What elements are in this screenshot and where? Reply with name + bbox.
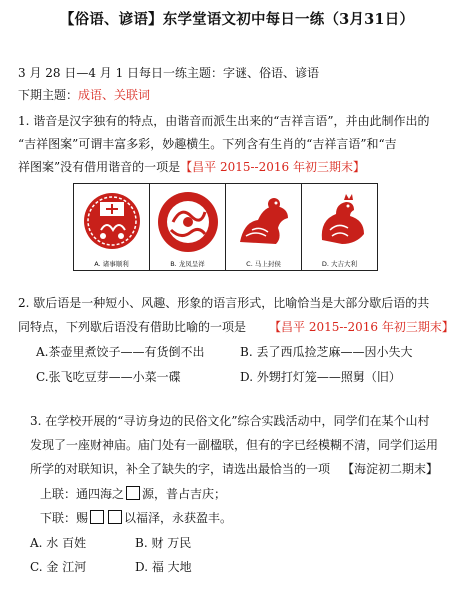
schedule-line: 3 月 28 日—4 月 1 日每日一练主题：字谜、俗语、谚语	[18, 66, 320, 80]
blank-box	[108, 510, 122, 524]
q3-option-a: A. 水 百姓	[30, 536, 87, 550]
horse-monkey-paper-cut-icon	[232, 190, 296, 254]
q3-upper-couplet-start: 上联：通四海之	[40, 487, 125, 501]
q1-image-d	[302, 184, 377, 270]
q1-caption-a: A. 诸事顺利	[94, 260, 129, 268]
q2-option-d: D. 外甥打灯笼——照舅（旧）	[240, 370, 401, 384]
q1-line-3	[18, 159, 365, 175]
blank-box	[126, 486, 140, 500]
q1-caption-c: C. 马上封侯	[246, 260, 281, 268]
blank-box	[90, 510, 104, 524]
q2-line-1: 2. 歇后语是一种短小、风趣、形象的语言形式，比喻恰当是大部分歇后语的共	[18, 296, 430, 310]
q1-image-c	[226, 184, 302, 270]
q2-line-2: 同特点，下列歇后语没有借助比喻的一项是	[18, 320, 247, 334]
q2-source: 【昌平 2015--2016 年初三期末】	[269, 320, 454, 334]
q2-option-c: C.张飞吃豆芽——小菜一碟	[36, 370, 181, 384]
q3-line-2: 发现了一座财神庙。庙门处有一副楹联，但有的字已经模糊不清，同学们运用	[30, 438, 439, 452]
q1-image-b	[150, 184, 226, 270]
q1-line-1: 1. 谐音是汉字独有的特点，由谐音而派生出来的“吉祥言语”，并由此制作出的	[18, 114, 430, 128]
q3-lower-couplet-start: 下联：赐	[40, 511, 89, 525]
q3-lower-couplet-end: 以福泽，永获盈丰。	[124, 511, 233, 525]
q1-caption-d: D. 大吉大利	[321, 260, 358, 268]
q3-line-3	[30, 461, 438, 477]
q3-upper-couplet-end: 源，普占吉庆；	[142, 487, 227, 501]
q1-line-2: “吉祥图案”可谓丰富多彩，妙趣横生。下列含有生肖的“吉祥言语”和“吉	[18, 137, 397, 151]
q2-option-a: A.茶壶里煮饺子——有货倒不出	[36, 345, 205, 359]
q3-line-3-text: 所学的对联知识，补全了缺失的字，请选出最恰当的一项	[30, 462, 331, 476]
q3-option-b: B. 财 万民	[135, 536, 192, 550]
q3-source: 【海淀初二期末】	[342, 462, 439, 476]
q1-source: 【昌平 2015--2016 年初三期末】	[180, 160, 365, 174]
q3-line-1: 3. 在学校开展的“寻访身边的民俗文化”综合实践活动中，同学们在某个山村	[30, 414, 430, 428]
q3-option-d: D. 福 大地	[135, 560, 192, 574]
q3-option-c: C. 金 江河	[30, 560, 87, 574]
q3-upper-couplet	[40, 486, 226, 502]
next-topic-label: 下期主题：	[18, 88, 79, 102]
page-title: 【俗语、谚语】东学堂语文初中每日一练（3月31日）	[59, 11, 415, 28]
q1-caption-b: B. 龙凤呈祥	[170, 260, 205, 268]
next-topic-line	[18, 87, 150, 103]
dragon-phoenix-paper-cut-icon	[155, 190, 221, 254]
next-topic-value: 成语、关联词	[78, 88, 151, 102]
rooster-paper-cut-icon	[308, 190, 372, 254]
q2-option-b: B. 丢了西瓜捡芝麻——因小失大	[240, 345, 413, 359]
q3-lower-couplet	[40, 510, 232, 526]
q1-image-strip	[73, 183, 378, 271]
rabbit-paper-cut-icon	[81, 190, 143, 252]
q1-line-3-text: 祥图案”没有借用谐音的一项是	[18, 160, 181, 174]
q1-image-a	[74, 184, 150, 270]
